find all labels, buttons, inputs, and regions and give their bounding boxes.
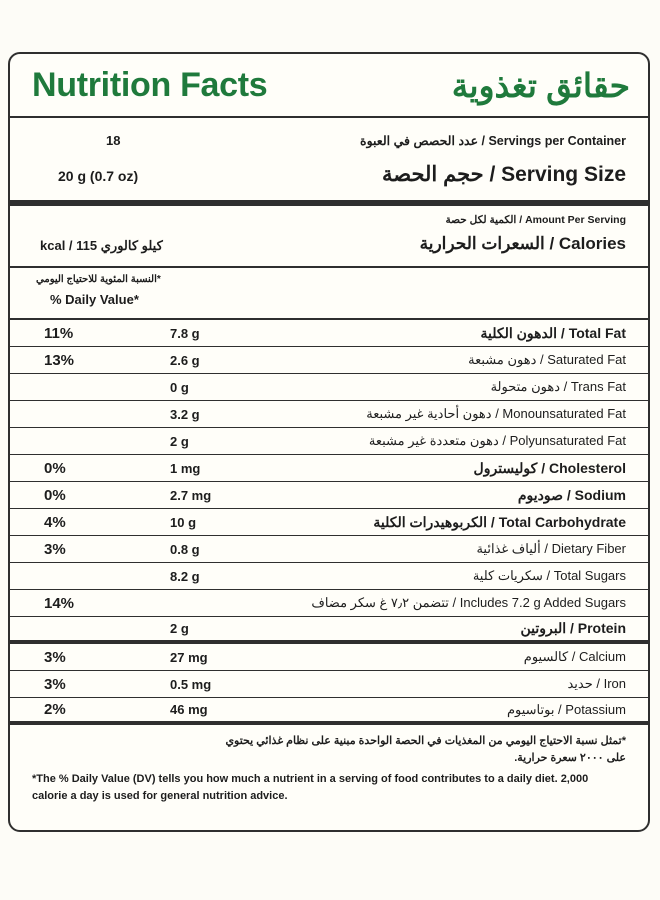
- nutrient-amount: 8.2 g: [170, 568, 200, 584]
- calories-section: [10, 206, 648, 268]
- footnote-arabic-line1: *تمثل نسبة الاحتياج اليومي من المغذيات في الحصة الواحدة مبنية على نظام غذائي يحتوي: [225, 735, 626, 747]
- nutrition-facts-label: [8, 52, 650, 832]
- servings-section: [10, 118, 648, 206]
- nutrient-row: [10, 455, 648, 482]
- nutrient-name: Iron / حديد: [567, 676, 626, 691]
- nutrient-amount: 27 mg: [170, 649, 208, 665]
- daily-value-percent: 3%: [44, 540, 66, 558]
- daily-value-percent: 2%: [44, 701, 66, 718]
- nutrient-amount: 0.5 mg: [170, 676, 212, 692]
- amount-per-serving: Amount Per Serving / الكمية لكل حصة: [445, 214, 626, 226]
- nutrient-name: Polyunsaturated Fat / دهون متعددة غير مشبعة: [368, 433, 626, 448]
- daily-value-percent: 13%: [44, 351, 75, 369]
- nutrient-row: [10, 590, 648, 617]
- nutrient-amount: 0.8 g: [170, 541, 200, 557]
- mineral-row: [10, 671, 648, 698]
- nutrient-row: [10, 482, 648, 509]
- servings-per-container-value: 18: [106, 133, 121, 148]
- serving-size-value: 20 g (0.7 oz): [58, 168, 139, 184]
- minerals-table: [10, 644, 648, 725]
- nutrient-name: Total Fat / الدهون الكلية: [480, 324, 626, 341]
- nutrient-name: Total Sugars / سكريات كلية: [472, 568, 626, 583]
- nutrient-name: Trans Fat / دهون متحولة: [490, 379, 626, 394]
- calories-value: kcal / 115 كيلو كالوري: [40, 238, 163, 253]
- nutrient-name: Potassium / بوتاسيوم: [506, 701, 626, 717]
- footnote: [10, 725, 648, 805]
- daily-value-header-arabic: *النسبة المئوية للاحتياج اليومي: [36, 274, 161, 285]
- nutrient-row: [10, 563, 648, 590]
- title-arabic: حقائق تغذوية: [451, 66, 630, 104]
- nutrient-amount: 2 g: [170, 433, 189, 449]
- nutrient-name: Includes 7.2 g Added Sugars / تتضمن ٧٫٢ غ سكر مضاف: [311, 595, 626, 610]
- nutrient-amount: 2.6 g: [170, 352, 200, 368]
- daily-value-percent: 4%: [44, 513, 66, 531]
- nutrient-name: Monounsaturated Fat / دهون أحادية غير مشبعة: [366, 406, 626, 421]
- nutrient-row: [10, 428, 648, 455]
- footnote-english: *The % Daily Value (DV) tells you how much a nutrient in a serving of food contributes to a daily diet. 2,000 calorie a day is used for general nutrition advice.: [32, 773, 589, 802]
- nutrient-name: Total Carbohydrate / الكربوهيدرات الكلية: [373, 513, 626, 530]
- nutrient-row: [10, 320, 648, 347]
- nutrient-amount: 3.2 g: [170, 406, 200, 422]
- daily-value-percent: 11%: [44, 324, 74, 342]
- nutrient-amount: 0 g: [170, 379, 189, 395]
- title-row: [10, 54, 648, 118]
- servings-per-container-label: Servings per Container / عدد الحصص في العبوة: [360, 134, 626, 148]
- nutrient-amount: 7.8 g: [170, 325, 200, 341]
- calories-label: Calories / السعرات الحرارية: [419, 234, 626, 253]
- daily-value-percent: 14%: [44, 594, 75, 612]
- serving-size-label: Serving Size / حجم الحصة: [382, 163, 626, 186]
- nutrient-row: [10, 536, 648, 563]
- nutrient-row: [10, 509, 648, 536]
- nutrient-name: Dietary Fiber / ألياف غذائية: [476, 541, 626, 556]
- daily-value-header: [10, 268, 648, 320]
- nutrient-name: Saturated Fat / دهون مشبعة: [468, 352, 626, 367]
- nutrient-name: Cholesterol / كوليسترول: [473, 459, 626, 476]
- nutrient-amount: 2.7 mg: [170, 487, 212, 503]
- nutrient-amount: 46 mg: [170, 702, 208, 717]
- daily-value-header-english: % Daily Value*: [50, 292, 139, 307]
- nutrient-row: [10, 401, 648, 428]
- nutrient-name: Sodium / صوديوم: [517, 486, 626, 503]
- mineral-row: [10, 644, 648, 671]
- nutrient-amount: 10 g: [170, 514, 197, 530]
- daily-value-percent: 0%: [44, 486, 66, 504]
- nutrient-row: [10, 374, 648, 401]
- daily-value-percent: 3%: [44, 675, 66, 693]
- nutrient-row: [10, 617, 648, 644]
- mineral-row: [10, 698, 648, 725]
- nutrient-row: [10, 347, 648, 374]
- daily-value-percent: 0%: [44, 459, 66, 477]
- nutrient-amount: 1 mg: [170, 460, 201, 476]
- footnote-arabic-line2: على ٢٠٠٠ سعرة حرارية.: [514, 752, 626, 764]
- nutrients-table: [10, 320, 648, 644]
- daily-value-percent: 3%: [44, 648, 66, 666]
- nutrient-name: Calcium / كالسيوم: [523, 649, 626, 664]
- title-english: Nutrition Facts: [32, 65, 268, 104]
- nutrient-amount: 2 g: [170, 621, 189, 636]
- nutrient-name: Protein / البروتين: [520, 620, 626, 636]
